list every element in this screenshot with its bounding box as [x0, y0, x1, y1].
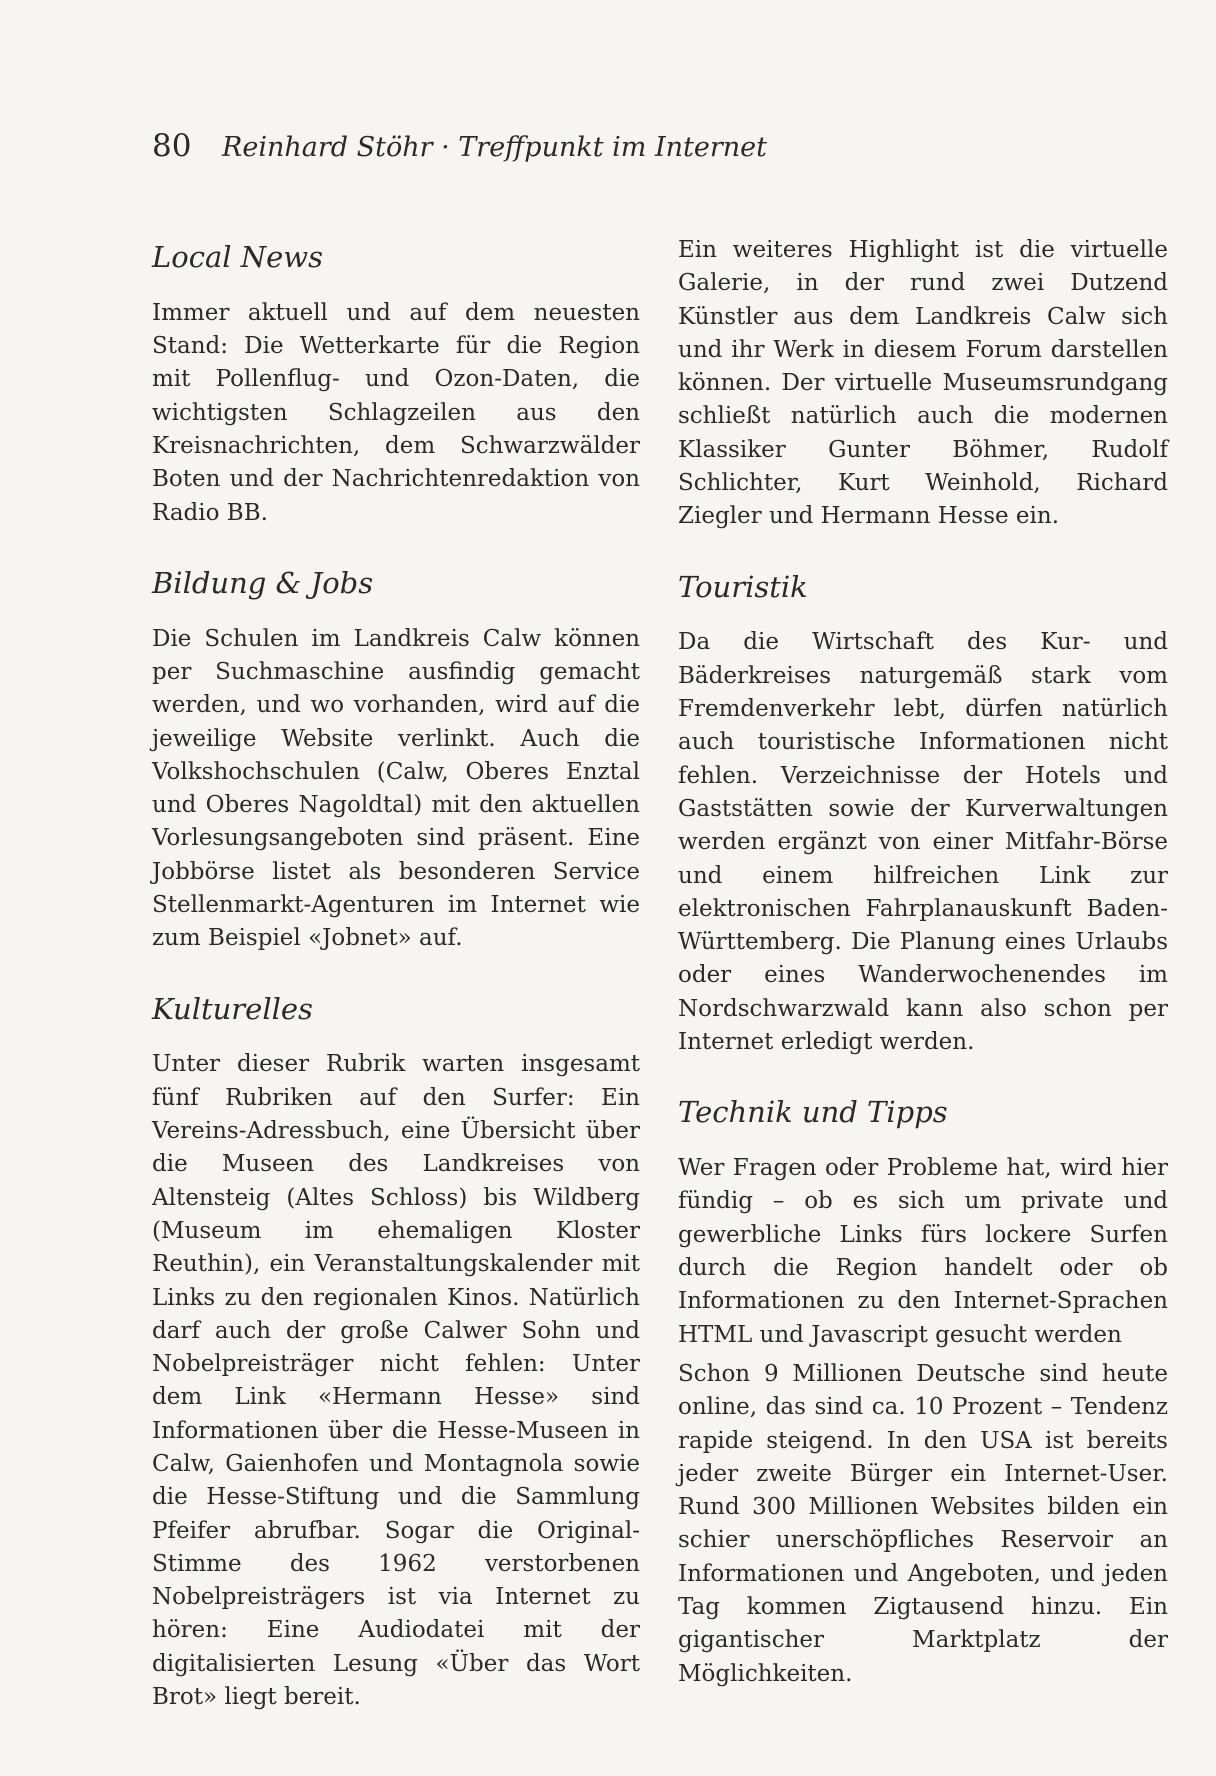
running-header — [152, 128, 767, 164]
technik-text: Wer Fragen oder Probleme hat, wird hier fündig – ob es sich um private und gewerbliche Links fürs lockere Surfen durch die Region handelt oder ob Informationen zu den Internet-Sprachen HTML und Javascript gesucht werden — [678, 1155, 1168, 1348]
galerie-text: Ein weiteres Highlight ist die virtuelle Galerie, in der rund zwei Dutzend Künstler aus dem Landkreis Calw sich und ihr Werk in diesem Forum darstellen können. Der virtuelle Museumsrundgang schließt natürlich auch die modernen Klassiker Gunter Böhmer, Rudolf Schlichter, Kurt Weinhold, Richard Ziegler und Hermann Hesse ein. — [678, 237, 1168, 530]
page-number: 80 — [152, 128, 192, 164]
local-news-text: Immer aktuell und auf dem neuesten Stand: Die Wetterkarte für die Region mit Pollenflug- und Ozon-Daten, die wichtigsten Schlagzeilen aus den Kreisnachrichten, dem Schwarzwälder Boten und der Nachrichtenredaktion von Radio BB. — [152, 299, 640, 526]
touristik-title: Touristik — [678, 569, 808, 604]
local-news-title: Local News — [152, 240, 323, 274]
technik-title: Technik und Tipps — [678, 1095, 948, 1130]
technik-text-2: Schon 9 Millionen Deutsche sind heute online, das sind ca. 10 Prozent – Tendenz rapide steigend. In den USA ist bereits jeder zweite Bürger ein Internet-User. Rund 300 Millionen Websites bilden ein schier unerschöpfliches Reservoir an Informationen und Angeboten, und jeden Tag kommen Zigtausend hinzu. Ein gigantischer Marktplatz der Möglichkeiten. — [678, 1360, 1168, 1687]
left-column — [152, 240, 640, 1750]
running-title: Reinhard Stöhr · Treffpunkt im Internet — [222, 132, 767, 163]
bildung-title: Bildung & Jobs — [152, 565, 374, 600]
right-column — [678, 234, 1168, 1727]
kulturelles-text: Unter dieser Rubrik warten insgesamt fünf Rubriken auf den Surfer: Ein Vereins-Adressbuch, eine Übersicht über die Museen des Landkreises von Altensteig (Altes Schloss) bis Wildberg (Museum im ehemaligen Kloster Reuthin), ein Veranstaltungskalender mit Links zu den regionalen Kinos. Natürlich darf auch der große Calwer Sohn und Nobelpreisträger nicht fehlen: Unter dem Link «Hermann Hesse» sind Informationen über die Hesse-Museen in Calw, Gaienhofen und Montagnola sowie die Hesse-Stiftung und die Sammlung Pfeifer abrufbar. Sogar die Original-Stimme des 1962 verstorbenen Nobelpreisträgers ist via Internet zu hören: Eine Audiodatei mit der digitalisierten Lesung «Über das Wort Brot» liegt bereit. — [152, 1051, 640, 1711]
touristik-text: Da die Wirtschaft des Kur- und Bäderkreises naturgemäß stark vom Fremdenverkehr lebt, dürfen natürlich auch touristische Informationen nicht fehlen. Verzeichnisse der Hotels und Gaststätten sowie der Kurverwaltungen werden ergänzt von einer Mitfahr-Börse und einem hilfreichen Link zur elektronischen Fahrplanauskunft Baden-Württemberg. Die Planung eines Urlaubs oder eines Wanderwochenendes im Nordschwarzwald kann also schon per Internet erledigt werden. — [678, 629, 1168, 1056]
bildung-text: Die Schulen im Landkreis Calw können per Suchmaschine ausfindig gemacht werden, und wo vorhanden, wird auf die jeweilige Website verlinkt. Auch die Volkshochschulen (Calw, Oberes Enztal und Oberes Nagoldtal) mit den aktuellen Vorlesungsangeboten sind präsent. Eine Jobbörse listet als besonderen Service Stellenmarkt-Agenturen im Internet wie zum Beispiel «Jobnet» auf. — [152, 625, 640, 952]
kulturelles-title: Kulturelles — [152, 991, 313, 1026]
